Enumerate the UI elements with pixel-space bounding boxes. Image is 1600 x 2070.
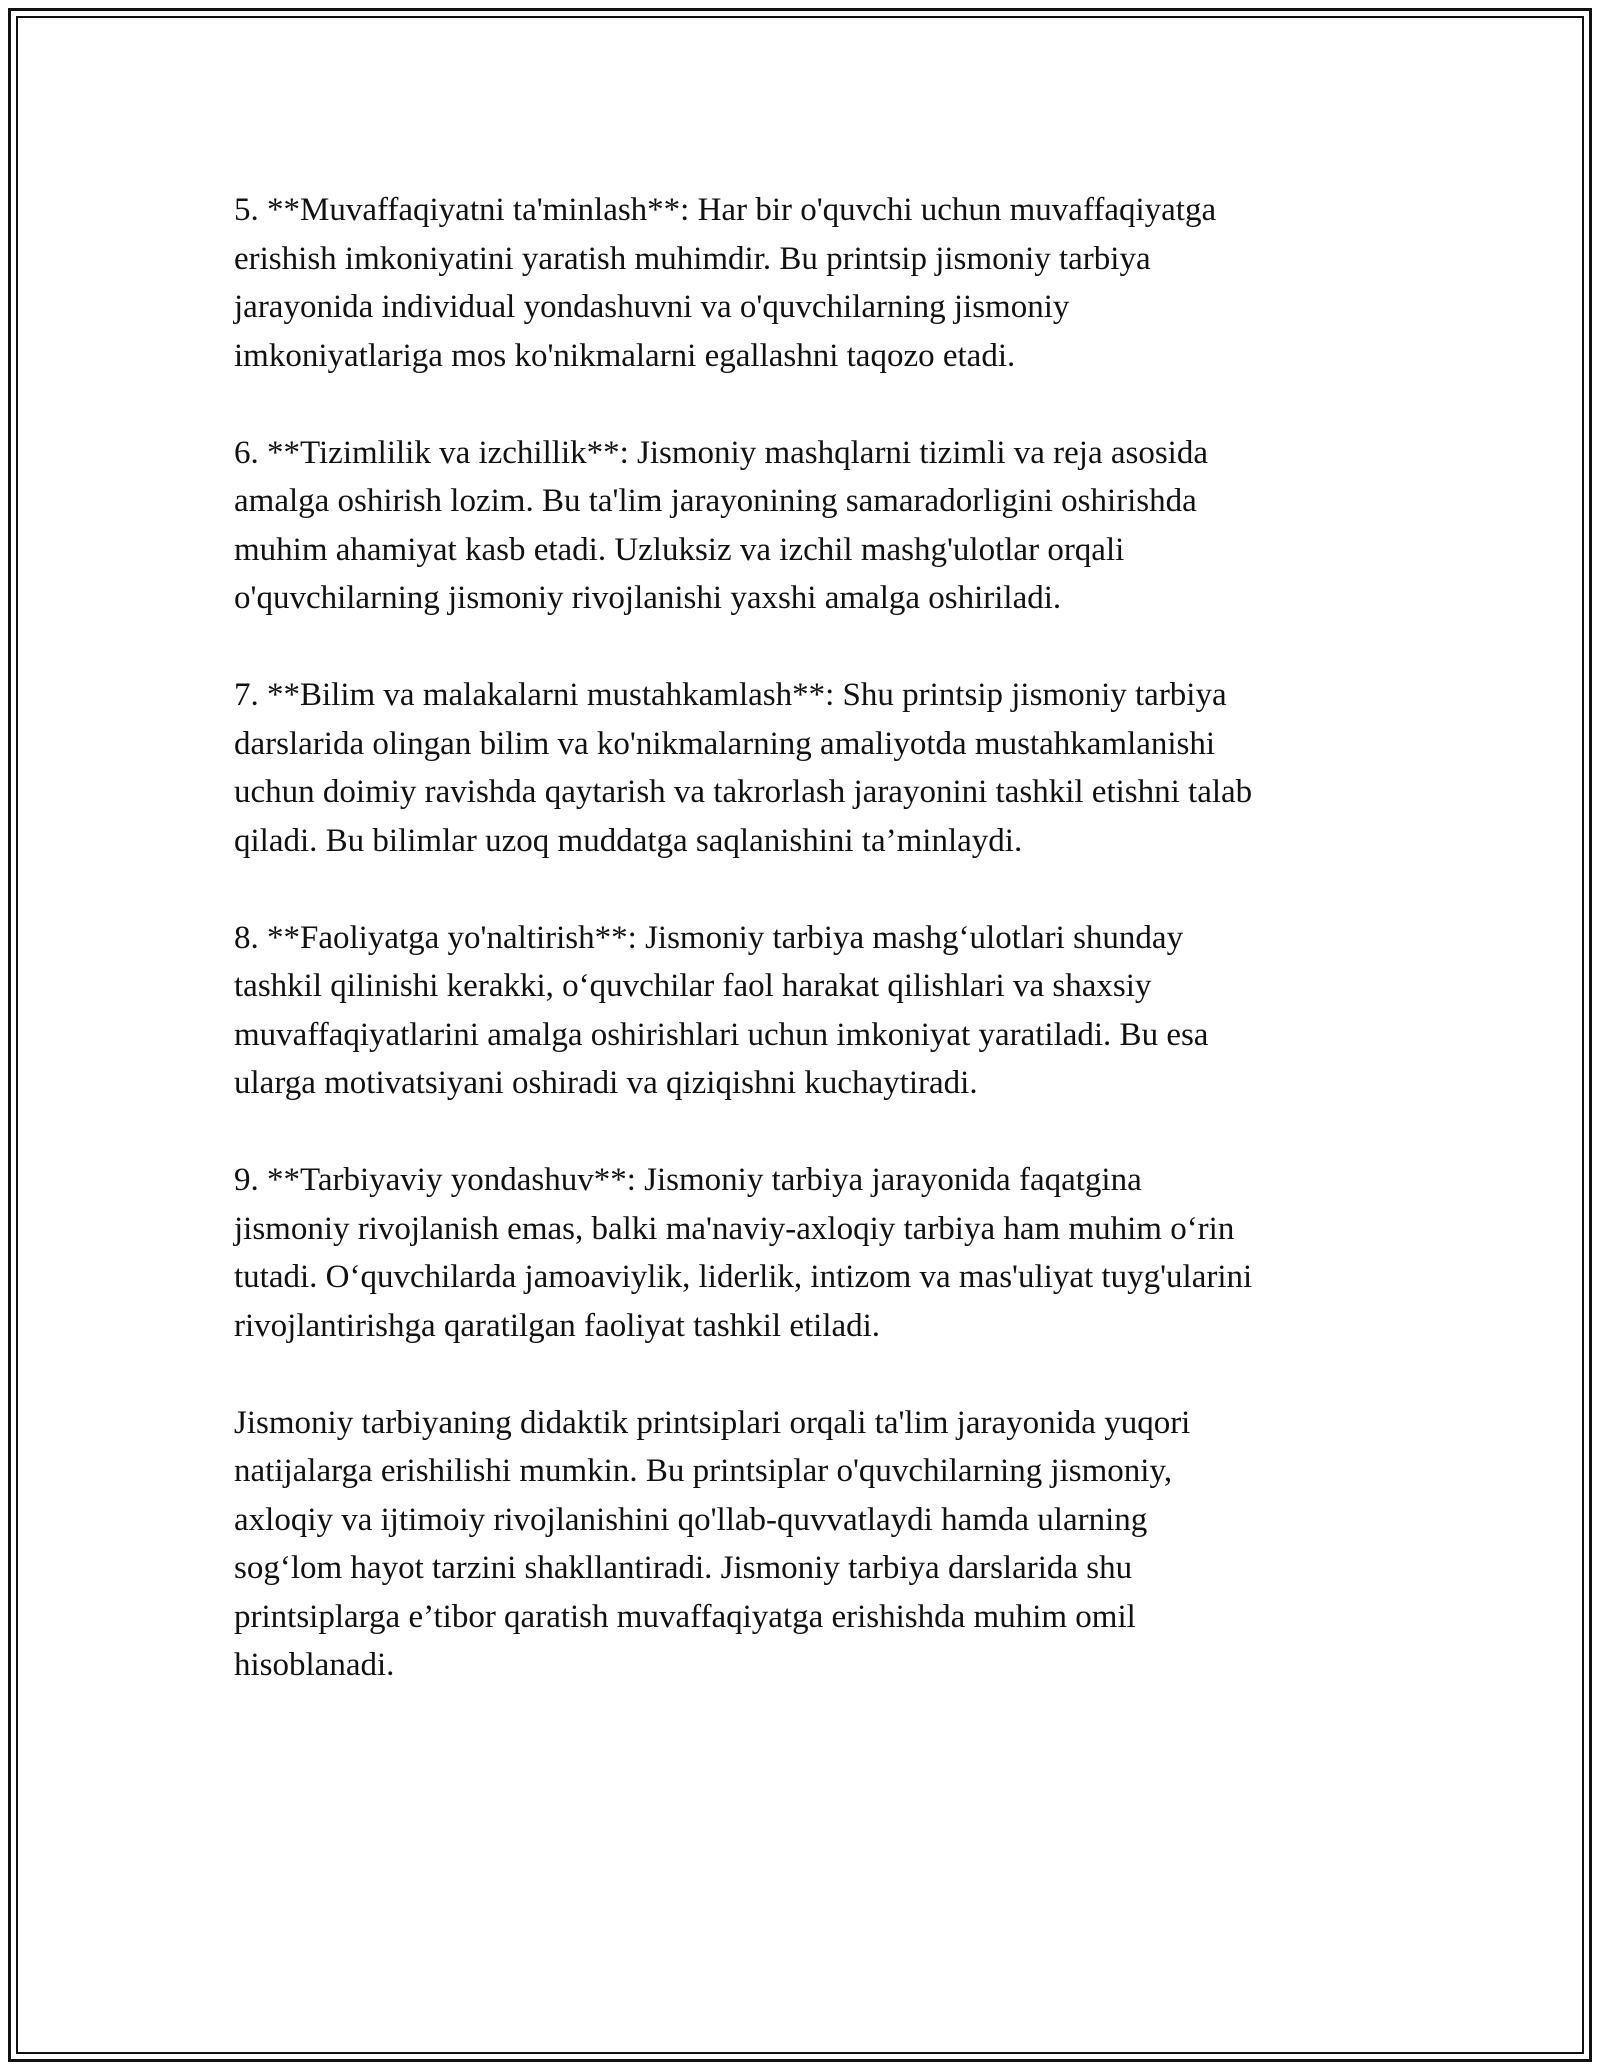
paragraph-principle-8: 8. **Faoliyatga yo'naltirish**: Jismoniy tarbiya mashg‘ulotlari shunday tashkil qilinishi kerakki, o‘quvchilar faol harakat qilishlari va shaxsiy muvaffaqiyatlarini amalga oshirishlari uchun imkoniyat yaratiladi. Bu esa ularga motivatsiyani oshiradi va qiziqishni kuchaytiradi. [234, 919, 1209, 1101]
paragraph-conclusion: Jismoniy tarbiyaning didaktik printsiplari orqali ta'lim jarayonida yuqori natijalarga erishilishi mumkin. Bu printsiplar o'quvchilarning jismoniy, axloqiy va ijtimoiy rivojlanishini qo'llab-quvvatlaydi hamda ularning sog‘lom hayot tarzini shakllantiradi. Jismoniy tarbiya darslarida shu printsiplarga e’tibor qaratish muvaffaqiyatga erishishda muhim omil hisoblanadi. [234, 1404, 1191, 1683]
paragraph-principle-9: 9. **Tarbiyaviy yondashuv**: Jismoniy tarbiya jarayonida faqatgina jismoniy rivojlanish emas, balki ma'naviy-axloqiy tarbiya ham muhim o‘rin tutadi. O‘quvchilarda jamoaviylik, liderlik, intizom va mas'uliyat tuyg'ularini rivojlantirishga qaratilgan faoliyat tashkil etiladi. [234, 1162, 1253, 1344]
document-body [234, 186, 1384, 1738]
paragraph-principle-6: 6. **Tizimlilik va izchillik**: Jismoniy mashqlarni tizimli va reja asosida amalga oshirish lozim. Bu ta'lim jarayonining samaradorligini oshirishda muhim ahamiyat kasb etadi. Uzluksiz va izchil mashg'ulotlar orqali o'quvchilarning jismoniy rivojlanishi yaxshi amalga oshiriladi. [234, 434, 1208, 616]
paragraph-principle-7: 7. **Bilim va malakalarni mustahkamlash**: Shu printsip jismoniy tarbiya darslarida olingan bilim va ko'nikmalarning amaliyotda mustahkamlanishi uchun doimiy ravishda qaytarish va takrorlash jarayonini tashkil etishni talab qiladi. Bu bilimlar uzoq muddatga saqlanishini ta’minlaydi. [234, 677, 1253, 859]
paragraph-principle-5: 5. **Muvaffaqiyatni ta'minlash**: Har bir o'quvchi uchun muvaffaqiyatga erishish imkoniyatini yaratish muhimdir. Bu printsip jismoniy tarbiya jarayonida individual yondashuvni va o'quvchilarning jismoniy imkoniyatlariga mos ko'nikmalarni egallashni taqozo etadi. [234, 192, 1217, 374]
